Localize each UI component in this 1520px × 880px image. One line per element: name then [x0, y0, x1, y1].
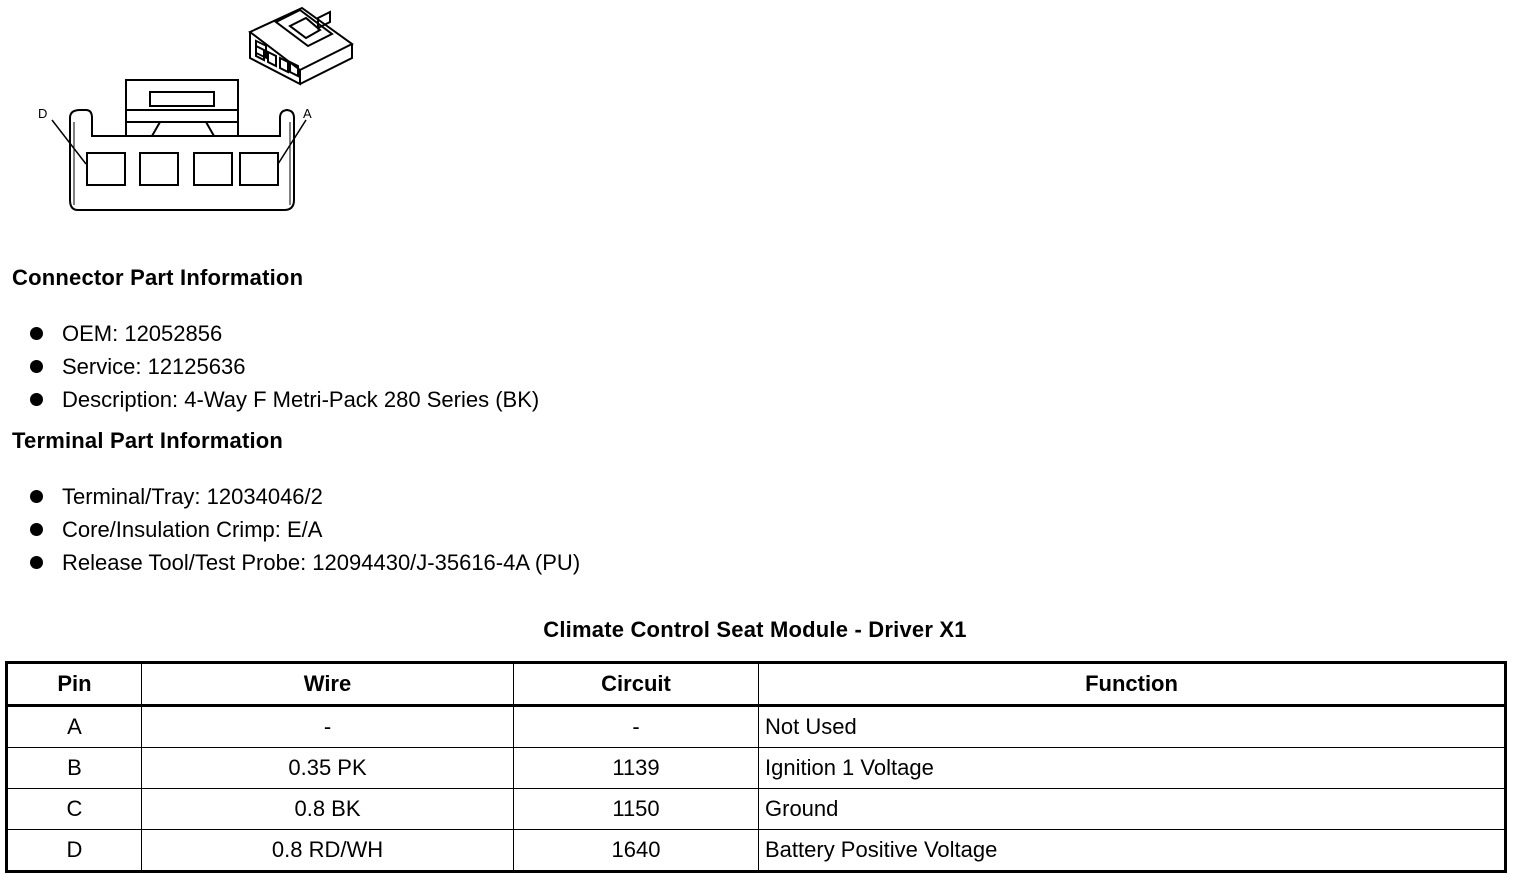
table-row	[7, 706, 1506, 748]
list-item: Core/Insulation Crimp: E/A	[28, 513, 580, 546]
cell-wire: -	[142, 706, 514, 748]
table-header-row	[7, 663, 1506, 706]
cell-circuit: 1139	[514, 748, 759, 789]
cell-wire: 0.35 PK	[142, 748, 514, 789]
cavity-c	[140, 153, 178, 185]
cell-function: Battery Positive Voltage	[759, 830, 1506, 872]
table-row	[7, 748, 1506, 789]
terminal-info-heading: Terminal Part Information	[12, 428, 284, 453]
cell-pin: A	[7, 706, 142, 748]
cell-circuit: 1150	[514, 789, 759, 830]
header-wire: Wire	[142, 663, 514, 706]
cell-circuit: -	[514, 706, 759, 748]
list-item: Terminal/Tray: 12034046/2	[28, 480, 580, 513]
cavity-d	[87, 153, 125, 185]
connector-isometric-icon	[250, 8, 352, 84]
cell-circuit: 1640	[514, 830, 759, 872]
cell-function: Ignition 1 Voltage	[759, 748, 1506, 789]
pinout-table	[5, 661, 1507, 873]
cell-wire: 0.8 RD/WH	[142, 830, 514, 872]
connector-latch	[126, 80, 238, 136]
header-function: Function	[759, 663, 1506, 706]
connector-info-list	[28, 317, 539, 416]
pin-label-a: A	[303, 106, 312, 121]
table-row	[7, 830, 1506, 872]
list-item: Service: 12125636	[28, 350, 539, 383]
list-item: Release Tool/Test Probe: 12094430/J-35616-4A (PU)	[28, 546, 580, 579]
cavity-b	[194, 153, 232, 185]
cell-wire: 0.8 BK	[142, 789, 514, 830]
terminal-info-list	[28, 480, 580, 579]
cell-pin: C	[7, 789, 142, 830]
connector-face-diagram	[0, 0, 380, 225]
cell-pin: D	[7, 830, 142, 872]
cavity-a	[240, 153, 278, 185]
list-item: Description: 4-Way F Metri-Pack 280 Series (BK)	[28, 383, 539, 416]
pin-label-d: D	[38, 106, 48, 121]
table-row	[7, 789, 1506, 830]
header-circuit: Circuit	[514, 663, 759, 706]
header-pin: Pin	[7, 663, 142, 706]
cell-function: Ground	[759, 789, 1506, 830]
connector-info-heading: Connector Part Information	[12, 265, 304, 290]
cell-function: Not Used	[759, 706, 1506, 748]
cell-pin: B	[7, 748, 142, 789]
table-title: Climate Control Seat Module - Driver X1	[543, 617, 967, 642]
list-item: OEM: 12052856	[28, 317, 539, 350]
connector-body-outline	[70, 110, 294, 210]
